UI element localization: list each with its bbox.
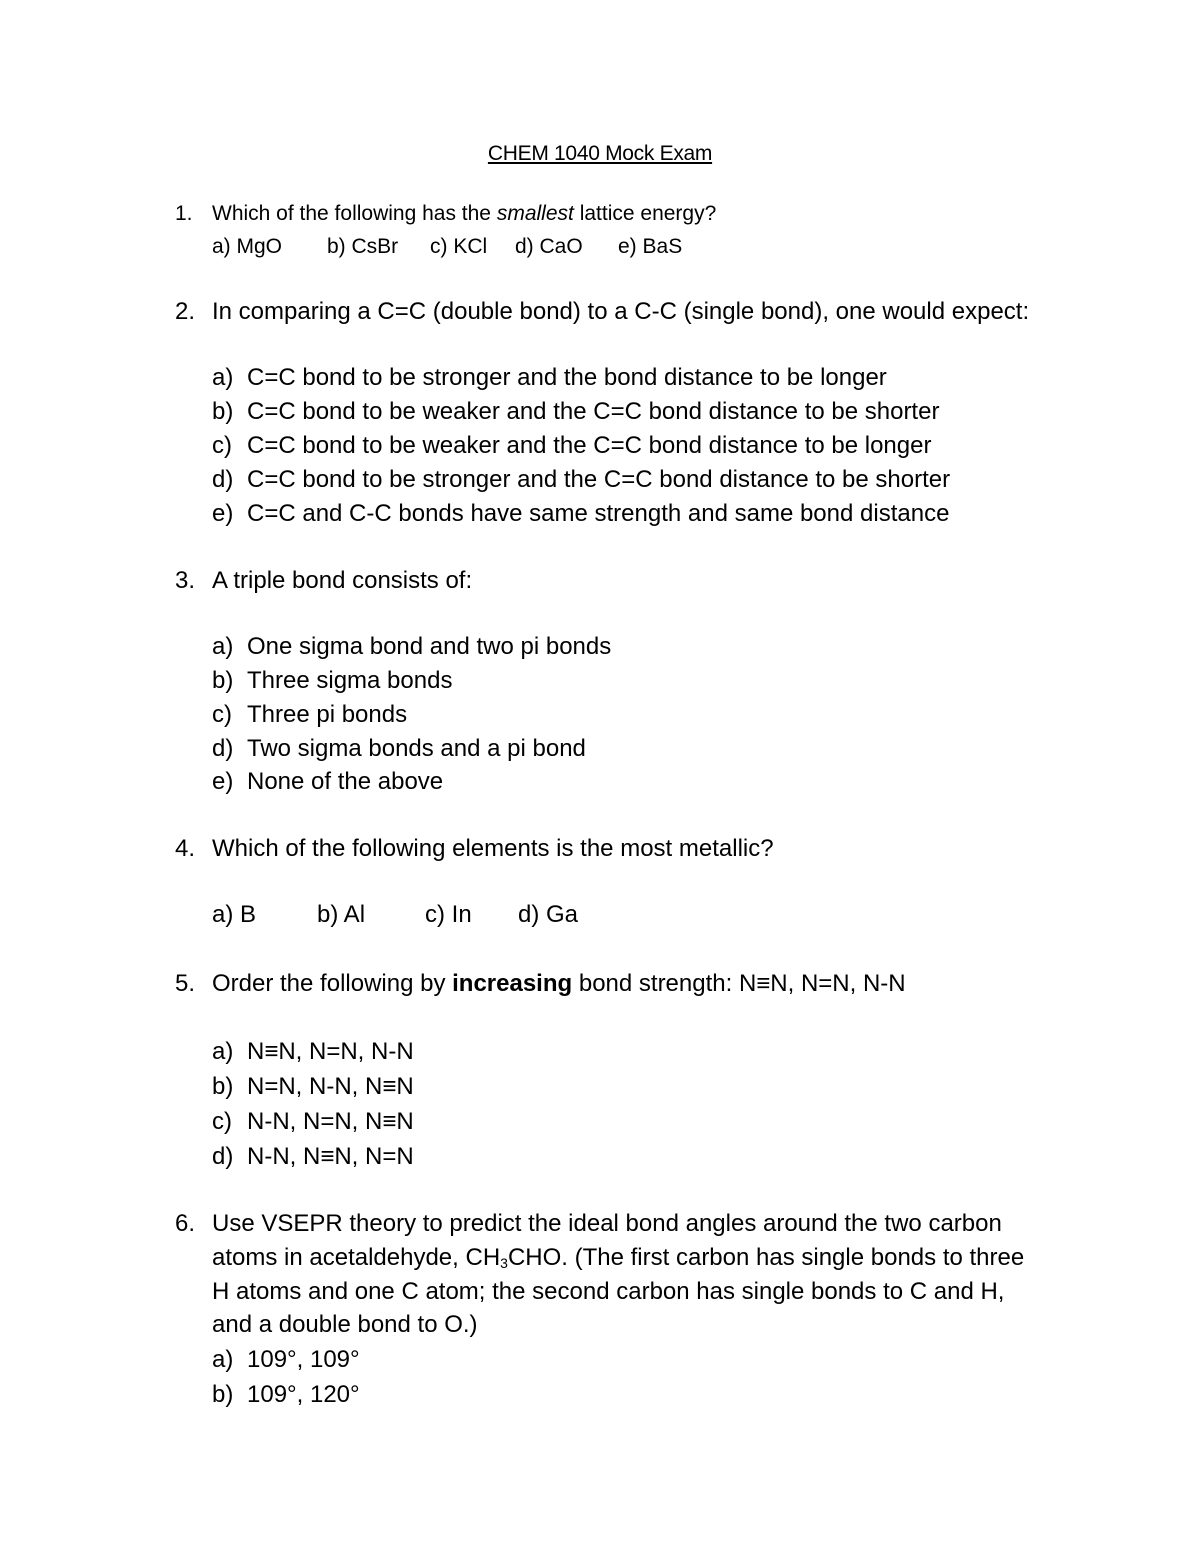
option-c[interactable]: c) N-N, N=N, N≡N bbox=[212, 1108, 414, 1135]
question-number: 3. bbox=[175, 567, 196, 594]
question-prompt: Which of the following elements is the most metallic? bbox=[212, 835, 774, 862]
option-e[interactable]: e) None of the above bbox=[212, 768, 444, 795]
question-prompt: In comparing a C=C (double bond) to a C-C (single bond), one would expect: bbox=[212, 298, 1030, 325]
option-d[interactable]: d) Ga bbox=[518, 901, 579, 928]
option-a[interactable]: a) MgO bbox=[212, 235, 283, 258]
option-b[interactable]: b) CsBr bbox=[327, 235, 399, 258]
option-a[interactable]: a) 109°, 109° bbox=[212, 1346, 360, 1373]
option-b[interactable]: b) N=N, N-N, N≡N bbox=[212, 1073, 414, 1100]
question-number: 5. bbox=[175, 970, 196, 997]
question-prompt: Which of the following has the smallest lattice energy? bbox=[212, 202, 717, 225]
question-prompt-line-2: atoms in acetaldehyde, $CH_3CHO$. (The first carbon has single bonds to three bbox=[212, 1244, 1025, 1271]
option-e[interactable]: e) BaS bbox=[618, 235, 683, 258]
option-a[interactable]: a) B bbox=[212, 901, 257, 928]
option-e[interactable]: e) C=C and C-C bonds have same strength and same bond distance bbox=[212, 500, 950, 527]
question-prompt: A triple bond consists of: bbox=[212, 567, 473, 594]
option-a[interactable]: a) One sigma bond and two pi bonds bbox=[212, 633, 612, 660]
option-b[interactable]: b) Three sigma bonds bbox=[212, 667, 453, 694]
option-d[interactable]: d) N-N, N≡N, N=N bbox=[212, 1143, 414, 1170]
question-prompt-line-1: Use VSEPR theory to predict the ideal bond angles around the two carbon bbox=[212, 1210, 1002, 1237]
option-c[interactable]: c) KCl bbox=[430, 235, 488, 258]
page-title: CHEM 1040 Mock Exam bbox=[487, 142, 713, 165]
option-c[interactable]: c) C=C bond to be weaker and the C=C bond distance to be longer bbox=[212, 432, 932, 459]
option-d[interactable]: d) C=C bond to be stronger and the C=C bond distance to be shorter bbox=[212, 466, 951, 493]
question-prompt-line-4: and a double bond to O.) bbox=[212, 1311, 478, 1338]
option-b[interactable]: b) Al bbox=[317, 901, 366, 928]
question-number: 1. bbox=[175, 202, 193, 225]
option-c[interactable]: c) In bbox=[425, 901, 472, 928]
option-b[interactable]: b) C=C bond to be weaker and the C=C bond distance to be shorter bbox=[212, 398, 940, 425]
question-number: 2. bbox=[175, 298, 196, 325]
option-a[interactable]: a) C=C bond to be stronger and the bond distance to be longer bbox=[212, 364, 887, 391]
option-d[interactable]: d) Two sigma bonds and a pi bond bbox=[212, 735, 586, 762]
option-a[interactable]: a) N≡N, N=N, N-N bbox=[212, 1038, 414, 1065]
question-number: 6. bbox=[175, 1210, 196, 1237]
option-b[interactable]: b) 109°, 120° bbox=[212, 1381, 360, 1408]
option-c[interactable]: c) Three pi bonds bbox=[212, 701, 408, 728]
question-prompt-line-3: H atoms and one C atom; the second carbon has single bonds to C and H, bbox=[212, 1278, 1005, 1305]
option-d[interactable]: d) CaO bbox=[515, 235, 583, 258]
question-prompt: Order the following by increasing bond strength: N≡N, N=N, N-N bbox=[212, 970, 906, 997]
question-number: 4. bbox=[175, 835, 196, 862]
